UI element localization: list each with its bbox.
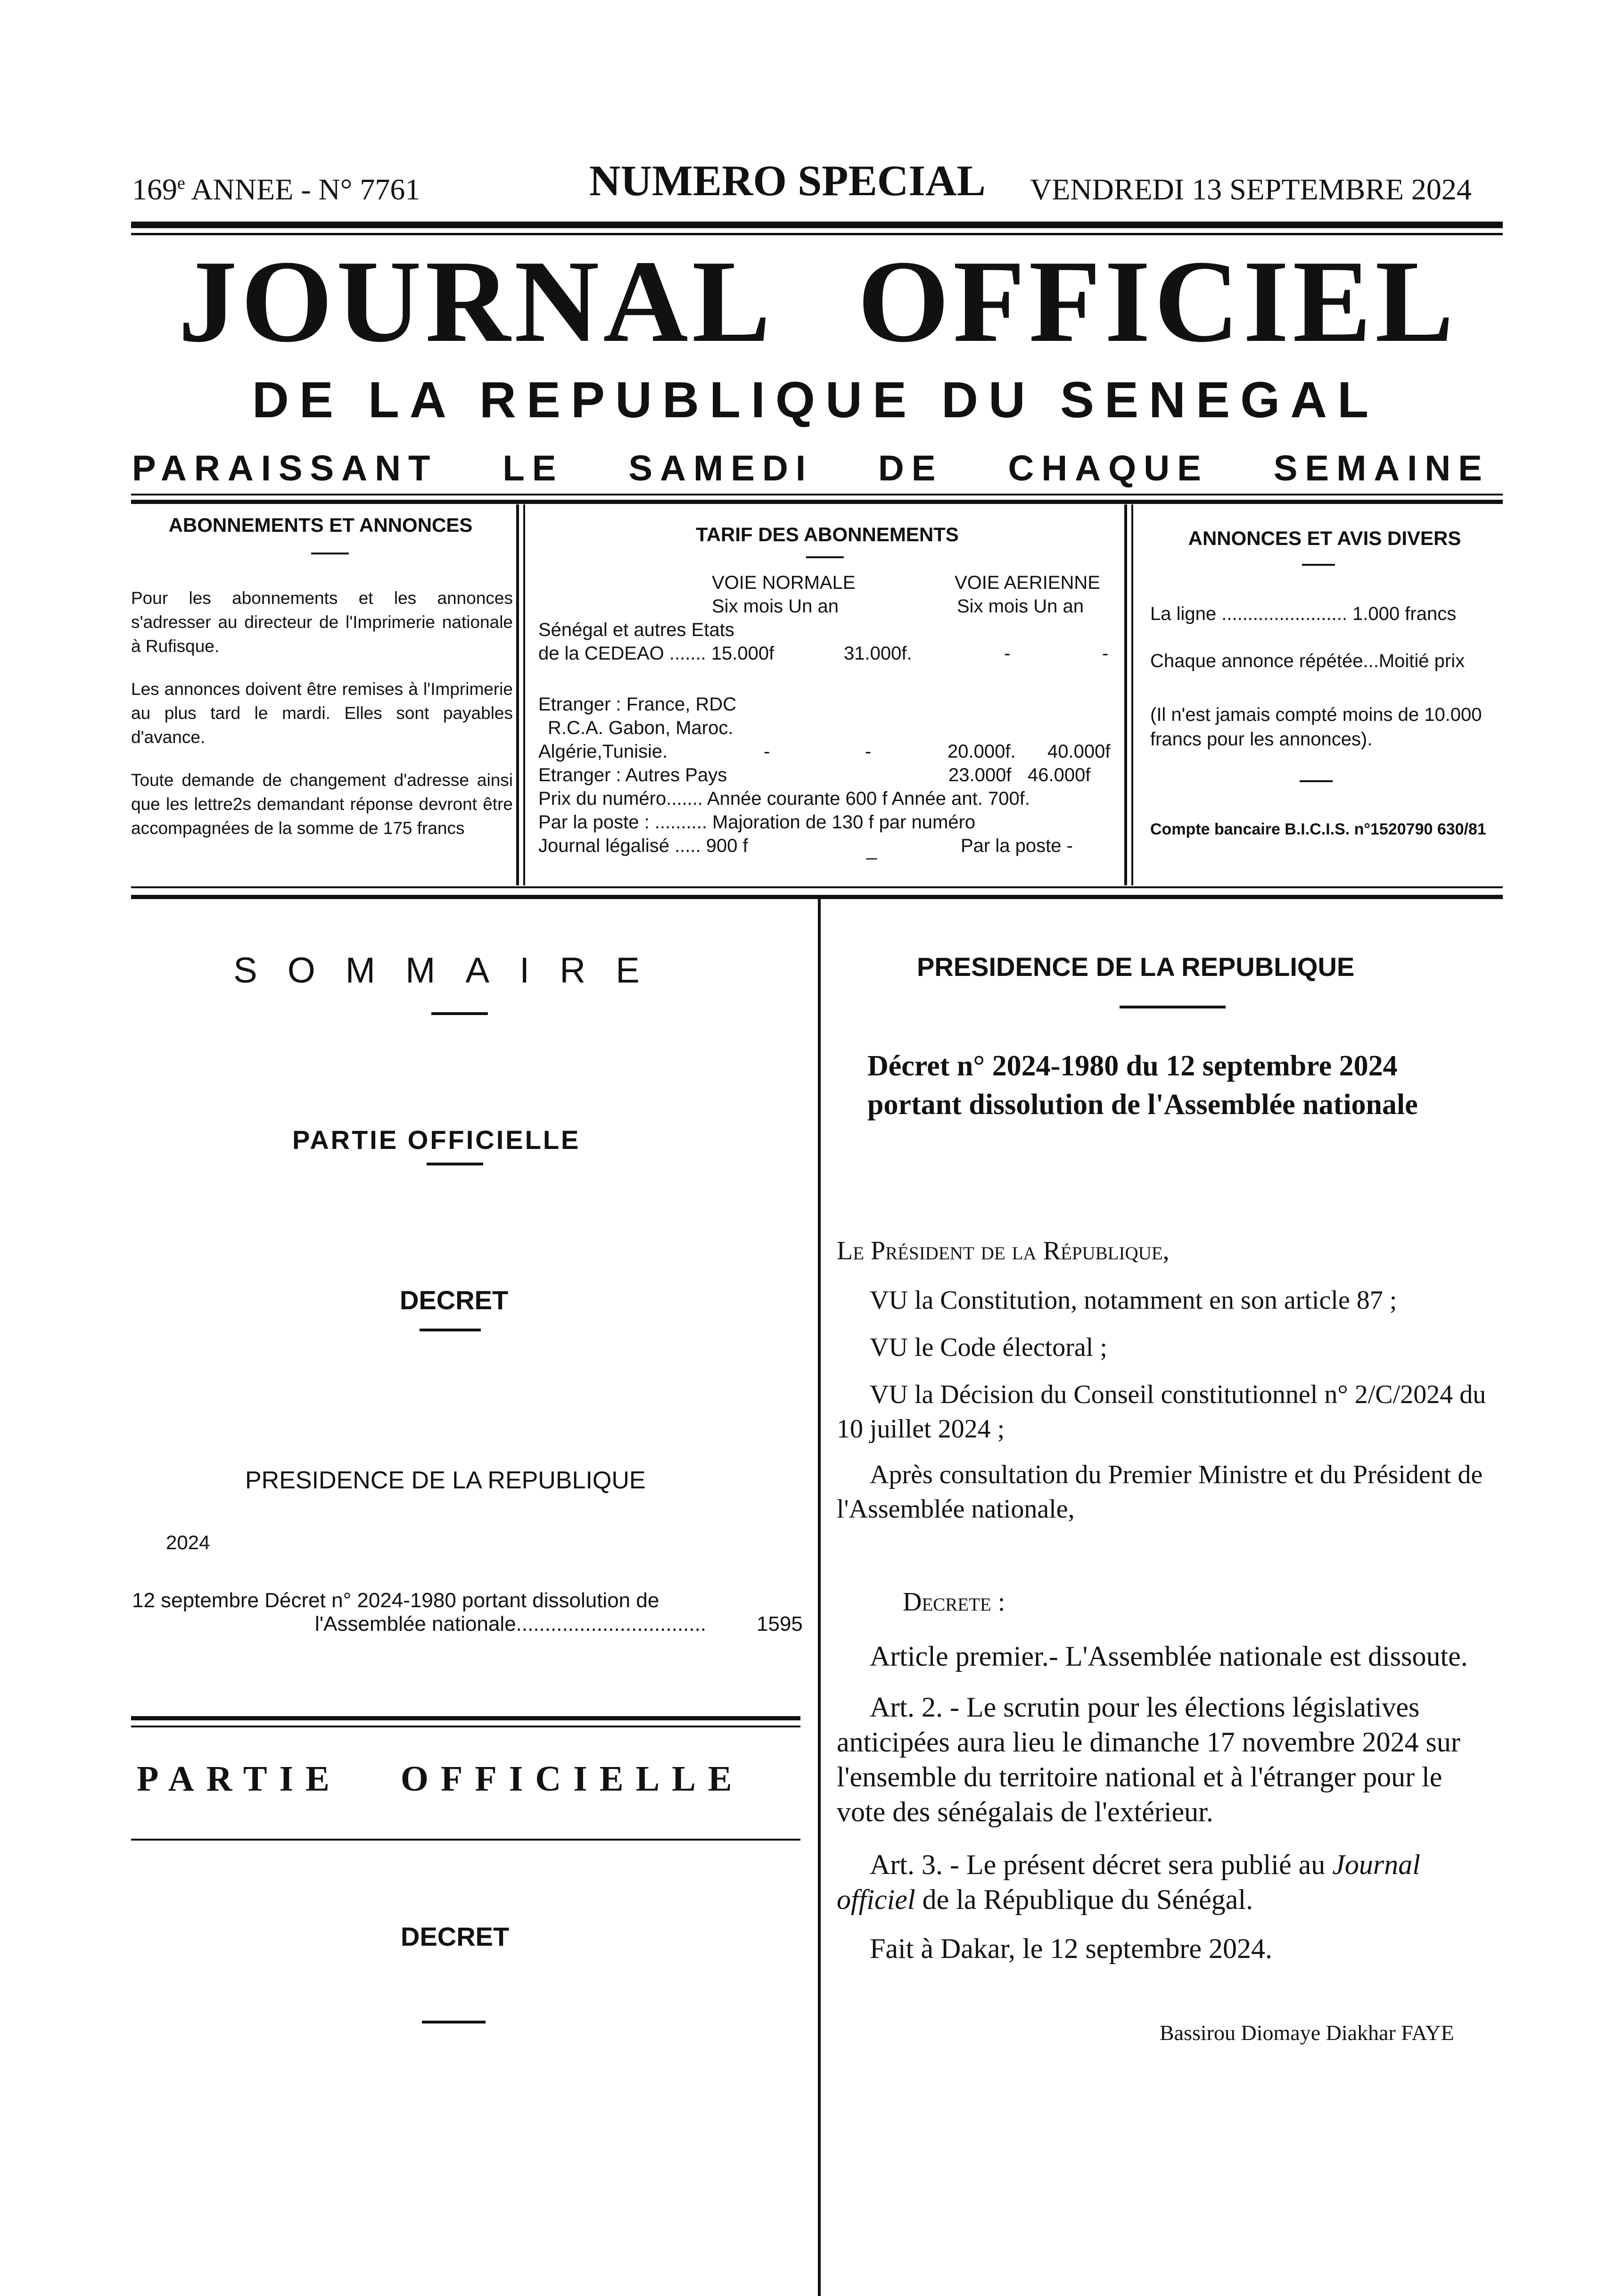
edition-label: NUMERO SPECIAL [589,157,986,205]
decree-art2-c: l'ensemble du territoire national et à l'étranger pour le [837,1761,1442,1792]
boxes-rule-thin [131,886,1503,888]
decree-done: Fait à Dakar, le 12 septembre 2024. [870,1933,1273,1964]
decree-consult-a: Après consultation du Premier Ministre et du Président de [870,1460,1483,1489]
decree-decrete: Decrete : [903,1587,1005,1617]
sommaire-year: 2024 [166,1531,210,1553]
boxes-rule-thick [131,895,1503,899]
tarif-row1-dash2: - [1102,643,1109,664]
sommaire-decret: DECRET [400,1285,509,1315]
masthead-subtitle: DE LA REPUBLIQUE DU SENEGAL [252,371,1379,428]
decree-title-line2: portant dissolution de l'Assemblée nationale [867,1089,1418,1121]
annonces-dash [1300,780,1333,782]
sommaire-presidence: PRESIDENCE DE LA REPUBLIQUE [245,1467,646,1494]
decree-section-dash [1120,1006,1226,1008]
publication-day: PARAISSANT LE SAMEDI DE CHAQUE SEMAINE [132,448,1490,488]
sommaire-partie: PARTIE OFFICIELLE [292,1125,581,1155]
tarif-sub-aerienne: Six mois Un an [957,596,1084,617]
tarif-row3-label: Etranger : Autres Pays [538,765,727,785]
sommaire-entry-line1: 12 septembre Décret n° 2024-1980 portant dissolution de [132,1589,659,1612]
box-divider-1b [523,504,525,885]
tarif-col-normale: VOIE NORMALE [712,572,856,593]
tarif-row3-val1: 23.000f [948,765,1012,785]
issue-number: 169e ANNEE - N° 7761 [132,173,420,206]
sommaire-entry-line2: l'Assemblée nationale................................. [315,1612,707,1635]
subscriptions-p1: Pour les abonnements et les annonces s'adresser au directeur de l'Imprimerie nationale à Rufisque. [131,588,513,656]
annonces-account: Compte bancaire B.I.C.I.S. n°1520790 630/81 [1150,820,1486,838]
subscriptions-p2: Les annonces doivent être remises à l'Imprimerie au plus tard le mardi. Elles sont payables d'avance. [131,679,513,747]
tarif-row6-b: Par la poste - [961,835,1073,856]
tarif-row4: Prix du numéro....... Année courante 600 f Année ant. 700f. [538,788,1030,809]
partie-rule-bottom [131,1839,800,1841]
tarif-row1-label-a: Sénégal et autres Etats [538,619,734,640]
decree-vu1: VU la Constitution, notamment en son article 87 ; [870,1286,1397,1315]
subscriptions-text [131,586,513,840]
annonces-line3: (Il n'est jamais compté moins de 10.000 francs pour les annonces). [1150,704,1482,750]
annonces-line1: La ligne ........................ 1.000 francs [1150,603,1457,624]
tarif-row2-label-a: Etranger : France, RDC [538,694,737,715]
sommaire-decret-dash [420,1329,481,1331]
partie-big-title: PARTIE OFFICIELLE [137,1759,744,1799]
tarif-row3-val2: 46.000f [1028,765,1091,785]
decree-art2-b: anticipées aura lieu le dimanche 17 novembre 2024 sur [837,1726,1460,1758]
decree-consult-b: l'Assemblée nationale, [837,1495,1075,1524]
tarif-col-aerienne: VOIE AERIENNE [955,572,1100,593]
decree-section: PRESIDENCE DE LA REPUBLIQUE [917,952,1355,982]
decree-art2-d: vote des sénégalais de l'extérieur. [837,1796,1213,1827]
tarif-row1-dash1: - [1004,643,1011,664]
tarif-row6-a: Journal légalisé ..... 900 f [538,835,748,856]
masthead-title: JOURNAL OFFICIEL [178,236,1458,367]
partie-rule-thin [131,1726,800,1727]
decree-art1: Article premier.- L'Assemblée nationale est dissoute. [870,1641,1468,1672]
issue-date: VENDREDI 13 SEPTEMBRE 2024 [1030,173,1472,206]
tarif-row2-dash1: - [764,741,770,762]
masthead-rule-thick [131,500,1503,504]
sommaire-decret2-dash [422,2021,486,2023]
decree-vu3-a: VU la Décision du Conseil constitutionnel n° 2/C/2024 du [870,1380,1486,1409]
sommaire-partie-dash [427,1163,483,1165]
subscriptions-title-dash [311,553,349,554]
decree-title [867,1047,1418,1124]
decree-art2-a: Art. 2. - Le scrutin pour les élections législatives [870,1692,1420,1723]
tarif-row2-val1: 20.000f. [947,741,1016,762]
box-divider-2 [1124,504,1127,885]
tarif-row2-dash2: - [865,741,872,762]
tarif-row6-dash: _ [866,839,877,860]
masthead-rule-thin [131,494,1503,496]
header-rule-thin [131,233,1503,235]
tarif-sub-normale: Six mois Un an [712,596,839,617]
tarif-row2-val2: 40.000f [1047,741,1111,762]
annonces-title: ANNONCES ET AVIS DIVERS [1188,527,1461,549]
tarif-row5: Par la poste : .......... Majoration de 130 f par numéro [538,812,976,833]
header-rule-thick [131,222,1503,228]
annonces-title-dash [1302,564,1335,566]
sommaire-decret2: DECRET [401,1922,510,1951]
tarif-row2-label-c: Algérie,Tunisie. [538,741,668,762]
tarif-title: TARIF DES ABONNEMENTS [696,523,959,545]
sommaire-dash [431,1012,488,1015]
decree-art3-line1: Art. 3. - Le présent décret sera publié au Journal [870,1849,1420,1880]
partie-rule-thick [131,1716,800,1720]
decree-signature: Bassirou Diomaye Diakhar FAYE [1160,2021,1454,2045]
annonces-line2: Chaque annonce répétée...Moitié prix [1150,651,1465,671]
tarif-title-dash [806,556,844,558]
sommaire-entry-page: 1595 [757,1612,803,1635]
decree-president: Le Président de la République, [837,1236,1170,1265]
tarif-row1-label-b: de la CEDEAO ....... 15.000f [538,643,774,664]
decree-title-line1: Décret n° 2024-1980 du 12 septembre 2024 [867,1050,1398,1082]
decree-art3-line2: officiel de la République du Sénégal. [837,1884,1253,1915]
decree-vu2: VU le Code électoral ; [870,1333,1107,1362]
sommaire-title: SOMMAIRE [233,950,670,991]
subscriptions-p3: Toute demande de changement d'adresse ainsi que les lettre2s demandant réponse devront être accompagnées de la somme de 175 francs [131,770,513,838]
tarif-row1-val2: 31.000f. [844,643,912,664]
column-divider [818,899,821,2296]
subscriptions-title: ABONNEMENTS ET ANNONCES [168,514,473,536]
box-divider-1 [516,504,519,885]
box-divider-2b [1131,504,1133,885]
decree-vu3-b: 10 juillet 2024 ; [837,1414,1005,1444]
tarif-row2-label-b: R.C.A. Gabon, Maroc. [548,718,733,738]
